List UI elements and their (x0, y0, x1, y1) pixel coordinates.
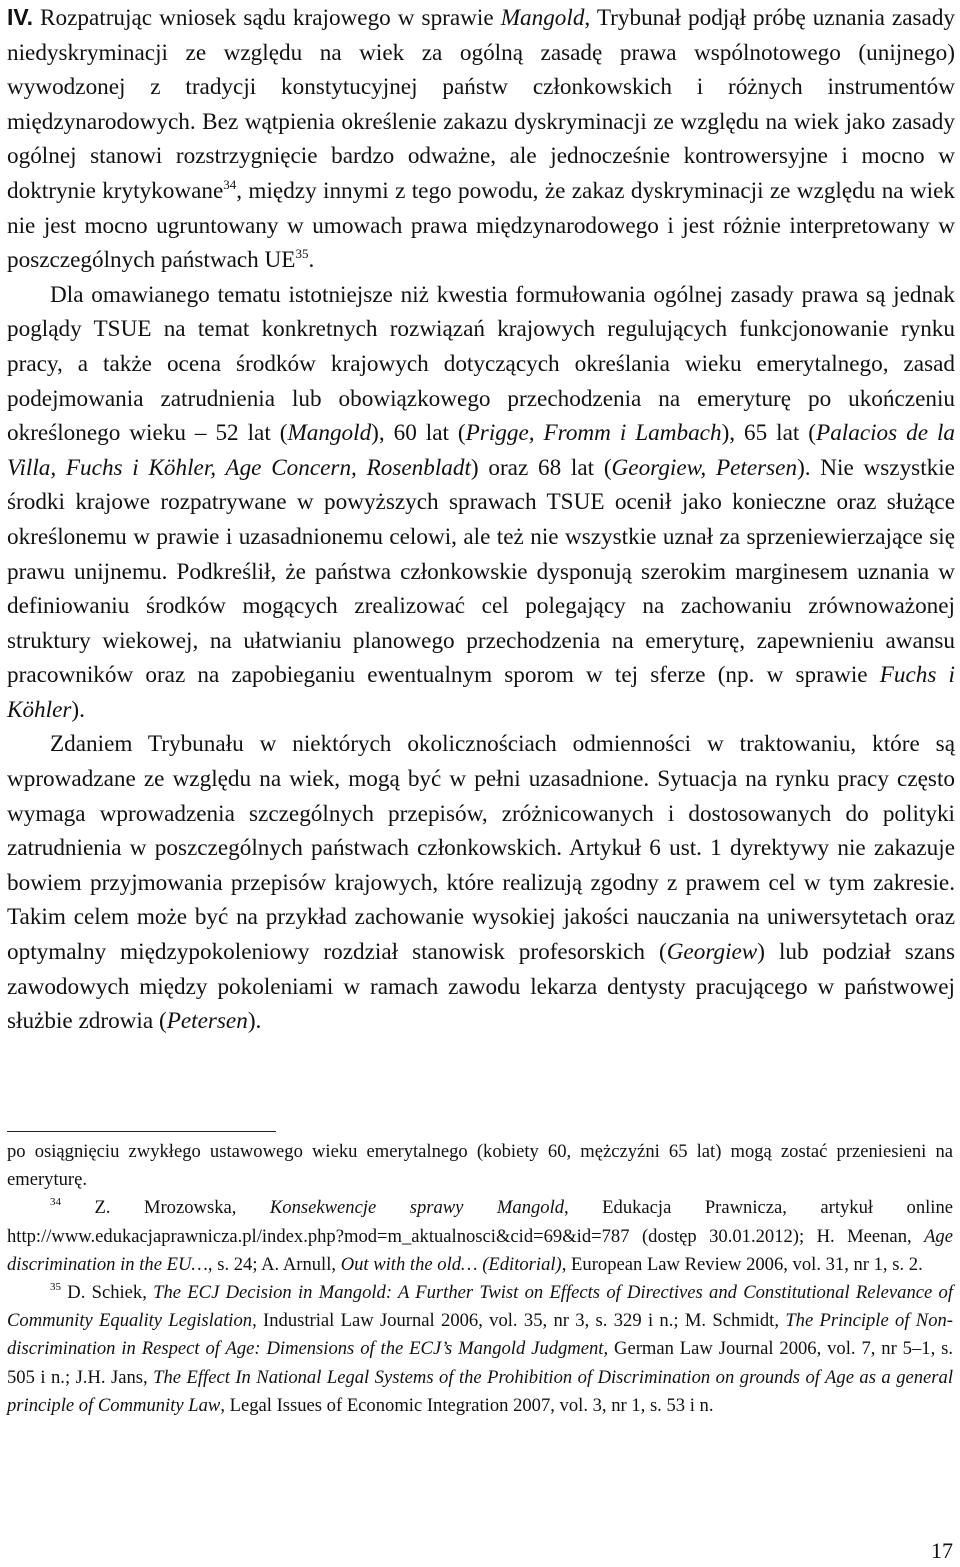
case-name: Georgiew, Petersen (611, 454, 798, 481)
text-run: ). Nie wszystkie środki krajowe rozpatrywane w powyższych sprawach TSUE ocenił jako konieczne oraz służące określonemu w prawie i uzasadnionemu celowi, ale też nie wszystkie uznał za sprzeniewierzające się prawu unijnemu. Podkreślił, że państwa członkowskie dysponują szerokim marginesem uznania w definiowaniu środków mogących zrealizować cel polegający na zachowaniu zrównoważonej struktury wiekowej, na ułatwianiu planowego przechodzenia na emeryturę, zapewnieniu awansu pracowników oraz na zapobieganiu ewentualnym sporom w tej sferze (np. w sprawie (7, 454, 955, 689)
paragraph-1 (7, 0, 955, 278)
footnote-number: 34 (50, 1196, 61, 1209)
case-name: Fuchs i Köhler (7, 662, 955, 723)
case-name: Mangold (500, 5, 585, 31)
footnote-ref-34: 34 (223, 176, 237, 192)
text-run: , European Law Review 2006, vol. 31, nr 1, s. 2. (561, 1253, 923, 1275)
footnotes (7, 1138, 953, 1420)
text-run: Z. Mrozowska, (61, 1197, 270, 1219)
text-run: D. Schiek, (61, 1282, 154, 1304)
case-name: Palacios de la Villa, Fuchs i Köhler, Age Concern, Rosenbladt (7, 420, 955, 481)
footnote-ref-35: 35 (295, 246, 309, 262)
footnote-34 (7, 1194, 953, 1279)
text-run: ). (247, 1008, 262, 1035)
citation-title: The ECJ Decision in Mangold: A Further Twist on Effects of Directives and Constitutional Relevance of Community Equality Legislation (7, 1282, 954, 1332)
text-run: , German Law Journal 2006, vol. 7, nr 5–1, s. 505 i n.; J.H. Jans, (7, 1338, 954, 1388)
citation-title: Age discrimination in the EU… (7, 1225, 953, 1275)
case-name: Georgiew (666, 939, 758, 966)
page-number: 17 (931, 1538, 953, 1563)
text-run: , Trybunał podjął próbę uznania zasady niedyskryminacji ze względu na wiek za ogólną zasadę prawa wspólnotowego (unijnego) wywodzonej z tradycji konstytucyjnej państw członkowskich i różnych instrumentów międzynarodowych. Bez wątpienia określenie zakazu dyskryminacji ze względu na wiek jako zasady ogólnej stanowi rozstrzygnięcie bardzo odważne, ale jednocześnie kontrowersyjne i mocno w doktrynie krytykowane (7, 5, 956, 204)
footnote-separator (7, 1131, 276, 1132)
text-run: ). (71, 696, 85, 723)
text-run: , s. 24; A. Arnull, (207, 1253, 341, 1275)
case-name: Prigge, Fromm i Lambach (465, 420, 722, 447)
main-text (7, 0, 955, 1039)
case-name: Mangold (287, 420, 372, 447)
text-run: ) oraz 68 lat ( (470, 454, 612, 481)
footnote-number: 35 (50, 1281, 61, 1294)
footnote-35 (7, 1279, 953, 1420)
text-run: Rozpatrując wniosek sądu krajowego w sprawie (33, 5, 501, 31)
paragraph-3 (7, 727, 955, 1038)
citation-title: The Effect In National Legal Systems of the Prohibition of Discrimination on grounds of Age as a general principle of Community Law (7, 1366, 953, 1416)
footnote-continuation: po osiągnięciu zwykłego ustawowego wieku emerytalnego (kobiety 60, mężczyźni 65 lat) mogą zostać przeniesieni na emeryturę. (7, 1141, 953, 1191)
case-name: Petersen (166, 1008, 248, 1035)
text-run: ), 60 lat ( (371, 420, 466, 447)
citation-title: Konsekwencje sprawy Mangold (269, 1197, 565, 1219)
text-run: ) lub podział szans zawodowych między pokoleniami w ramach zawodu lekarza dentysty pracującego w państwowej służbie zdrowia ( (7, 939, 956, 1035)
text-run: , między innymi z tego powodu, że zakaz dyskryminacji ze względu na wiek nie jest mocno ugruntowany w umowach prawa międzynarodowego i jest różnie interpretowany w poszczególnych państwach UE (7, 177, 956, 274)
text-run: , Edukacja Prawnicza, artykuł online http://www.edukacjaprawnicza.pl/index.php?mod=m_aktualnosci&cid=69&id=787 (dostęp 30.01.2012); H. Meenan, (7, 1197, 953, 1247)
citation-title: The Principle of Non-discrimination in Respect of Age: Dimensions of the ECJ’s Mangold Judgment (7, 1310, 953, 1360)
text-run: . (308, 247, 315, 274)
text-run: Dla omawianego tematu istotniejsze niż kwestia formułowania ogólnej zasady prawa są jednak poglądy TSUE na temat konkretnych rozwiązań krajowych regulujących funkcjonowanie rynku pracy, a także ocena środków krajowych dotyczących określania wieku emerytalnego, zasad podejmowania zatrudnienia lub obowiązkowego przechodzenia na emeryturę po ukończeniu określonego wieku – 52 lat ( (7, 281, 955, 447)
text-run: ), 65 lat ( (721, 420, 817, 447)
text-run: , Industrial Law Journal 2006, vol. 35, nr 3, s. 329 i n.; M. Schmidt, (252, 1310, 786, 1332)
text-run: , Legal Issues of Economic Integration 2007, vol. 3, nr 1, s. 53 i n. (220, 1394, 714, 1416)
text-run: Zdaniem Trybunału w niektórych okolicznościach odmienności w traktowaniu, które są wprowadzane ze względu na wiek, mogą być w pełni uzasadnione. Sytuacja na rynku pracy często wymaga wprowadzenia szczególnych przepisów, zróżnicowanych i dostosowanych do polityki zatrudnienia w poszczególnych państwach członkowskich. Artykuł 6 ust. 1 dyrektywy nie zakazuje bowiem przyjmowania przepisów krajowych, które realizują zgodny z prawem cel w tym zakresie. Takim celem może być na przykład zachowanie wysokiej jakości nauczania na uniwersytetach oraz optymalny międzypokoleniowy rozdział stanowisk profesorskich ( (7, 731, 955, 966)
section-number: IV. (7, 4, 34, 30)
paragraph-2 (7, 278, 955, 728)
citation-title: Out with the old… (Editorial) (340, 1253, 562, 1275)
